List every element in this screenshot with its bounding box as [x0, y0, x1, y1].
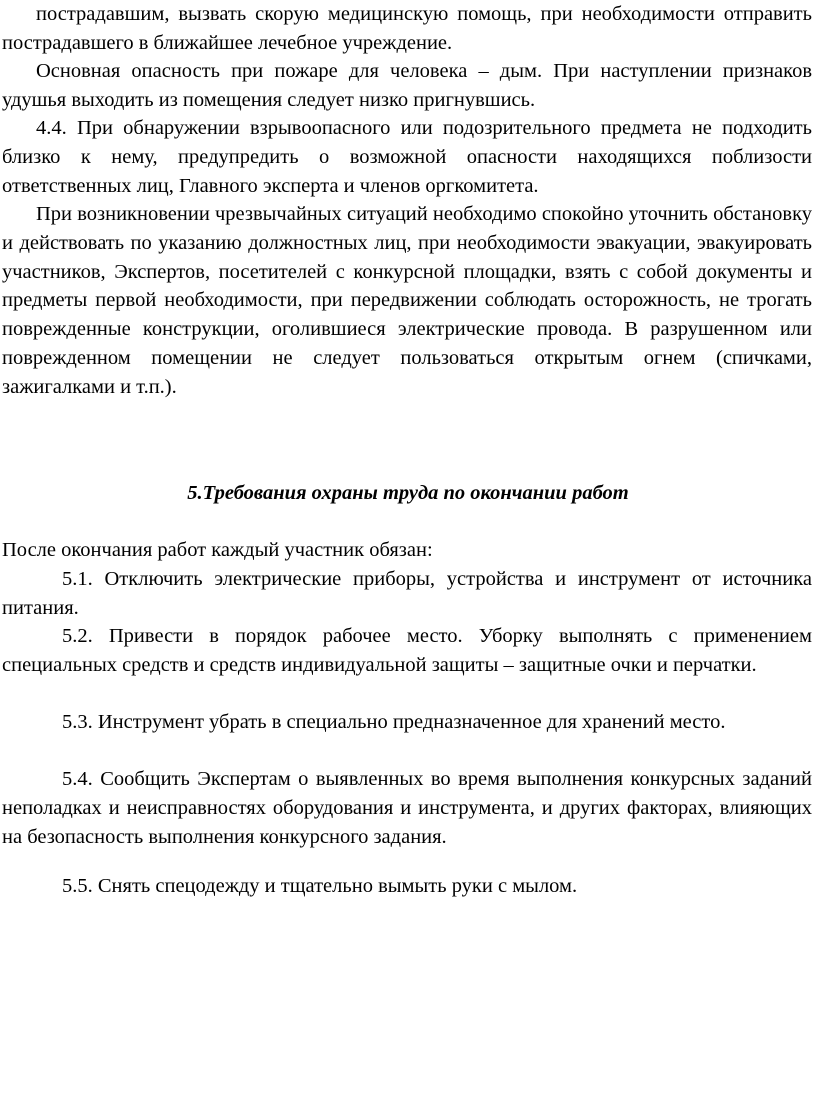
item-5-4: 5.4. Сообщить Экспертам о выявленных во время выполнения конкурсных заданий неполадках и неисправностях оборудования и инструмента, и других факторах, влияющих на безопасность выполнения конкурсного задания. — [2, 768, 812, 848]
item-5-5: 5.5. Снять спецодежду и тщательно вымыть руки с мылом. — [62, 875, 578, 897]
item-5-2: 5.2. Привести в порядок рабочее место. Уборку выполнять с применением специальных средств и средств индивидуальной защиты – защитные очки и перчатки. — [2, 625, 812, 676]
item-5-1: 5.1. Отключить электрические приборы, устройства и инструмент от источника питания. — [2, 568, 812, 619]
paragraph-emergency-situations: При возникновении чрезвычайных ситуаций необходимо спокойно уточнить обстановку и действовать по указанию должностных лиц, при необходимости эвакуации, эвакуировать участников, Экспертов, посетителей с конкурсной площадки, взять с собой документы и предметы первой необходимости, при передвижении соблюдать осторожность, не трогать поврежденные конструкции, оголившиеся электрические провода. В разрушенном или поврежденном помещении не следует пользоваться открытым огнем (спичками, зажигалками и т.п.). — [2, 203, 812, 398]
paragraph-4-4-suspicious-object: 4.4. При обнаружении взрывоопасного или подозрительного предмета не подходить близко к нему, предупредить о возможной опасности находящихся поблизости ответственных лиц, Главного эксперта и членов оргкомитета. — [2, 117, 812, 197]
paragraph-smoke-danger: Основная опасность при пожаре для человека – дым. При наступлении признаков удушья выходить из помещения следует низко пригнувшись. — [2, 60, 812, 111]
item-5-3: 5.3. Инструмент убрать в специально предназначенное для хранений место. — [62, 711, 726, 733]
section-5-intro: После окончания работ каждый участник обязан: — [2, 539, 433, 561]
section-5-heading: 5.Требования охраны труда по окончании работ — [187, 482, 629, 504]
paragraph-first-aid-continuation: пострадавшим, вызвать скорую медицинскую помощь, при необходимости отправить пострадавшего в ближайшее лечебное учреждение. — [2, 3, 812, 54]
